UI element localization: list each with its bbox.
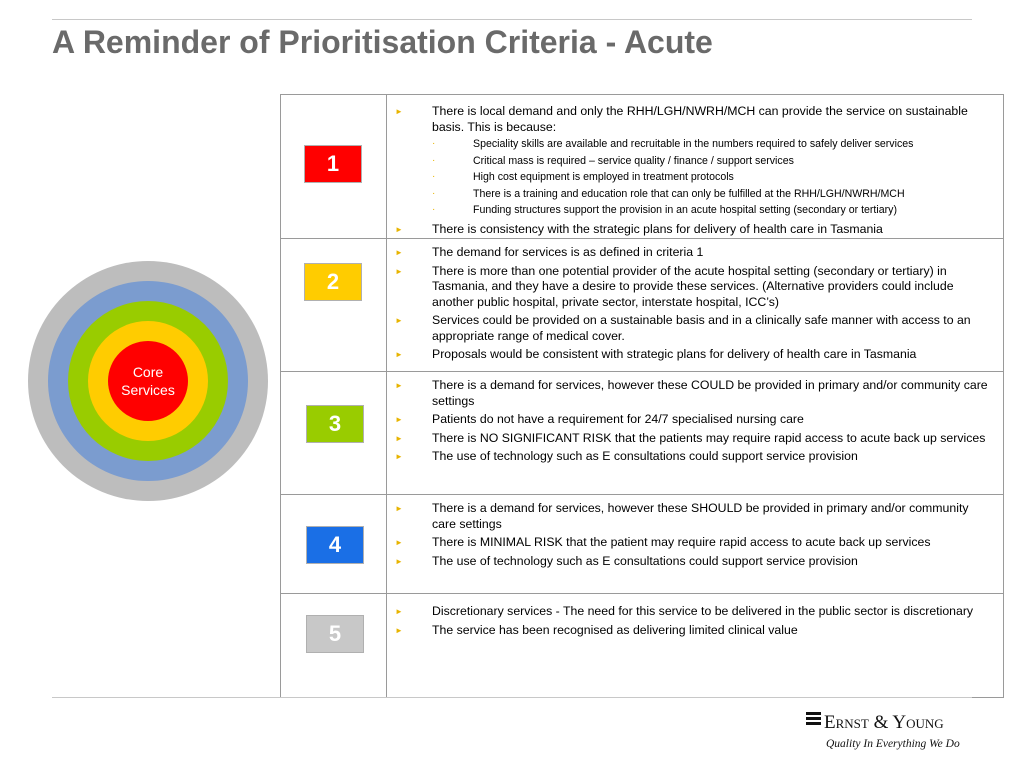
criteria-number-cell (281, 495, 387, 593)
criteria-point-text: There is a demand for services, however these COULD be provided in primary and/or community care settings (432, 378, 988, 408)
bottom-divider (52, 697, 972, 698)
slide-title: A Reminder of Prioritisation Criteria - Acute (52, 24, 713, 60)
bullet-arrow-icon: ► (395, 381, 403, 390)
criteria-number-cell (281, 239, 387, 371)
criteria-row-1 (281, 95, 1003, 239)
criteria-point (387, 245, 1003, 261)
ring-1-core (108, 341, 188, 421)
criteria-point (387, 378, 1003, 409)
core-services-label (113, 363, 183, 399)
criteria-text-cell (387, 372, 1003, 494)
bullet-dot-icon: · (432, 138, 436, 149)
criteria-number-cell (281, 594, 387, 698)
criteria-point-text: Discretionary services - The need for this service to be delivered in the public sector is discretionary (432, 604, 974, 618)
criteria-text-cell (387, 95, 1003, 238)
sub-point-text: Speciality skills are available and recruitable in the numbers required to safely deliver services (473, 138, 914, 150)
criteria-point (387, 412, 1003, 428)
ernst-young-logo (806, 712, 976, 756)
core-label-line-1: Core (132, 364, 164, 380)
bullet-arrow-icon: ► (395, 415, 403, 424)
bullet-arrow-icon: ► (395, 350, 403, 359)
criteria-point (387, 431, 1003, 447)
sub-point (432, 153, 995, 170)
bullet-arrow-icon: ► (395, 452, 403, 461)
criteria-point-text: Patients do not have a requirement for 24/7 specialised nursing care (432, 412, 804, 426)
criteria-point-text: Services could be provided on a sustainable basis and in a clinically safe manner with access to an appropriate range of medical cover. (432, 313, 971, 343)
sub-point (432, 202, 995, 219)
criteria-point-text: There is MINIMAL RISK that the patient may require rapid access to acute back up services (432, 535, 931, 549)
criteria-point (387, 604, 1003, 620)
criteria-point-text: Proposals would be consistent with strategic plans for delivery of health care in Tasmania (432, 347, 917, 361)
priority-rings-diagram (28, 261, 268, 501)
criteria-point (387, 347, 1003, 363)
bullet-arrow-icon: ► (395, 538, 403, 547)
sub-point (432, 186, 995, 203)
criteria-point (387, 501, 1003, 532)
sub-point-text: Funding structures support the provision in an acute hospital setting (secondary or tertiary) (473, 204, 897, 217)
sub-point-text: High cost equipment is employed in treatment protocols (473, 171, 734, 184)
logo-tagline: Quality In Everything We Do (826, 738, 960, 750)
criteria-point (387, 264, 1003, 311)
bullet-arrow-icon: ► (395, 248, 403, 257)
criteria-point-text: There is consistency with the strategic plans for delivery of health care in Tasmania (432, 221, 883, 236)
criteria-badge-1: 1 (305, 146, 361, 182)
bullet-dot-icon: · (432, 187, 436, 199)
bullet-arrow-icon: ► (395, 266, 403, 276)
criteria-number-cell (281, 95, 387, 238)
criteria-point-text: There is more than one potential provider of the acute hospital setting (secondary or tertiary) in Tasmania, and they have a desire to provide these services. (Alternative providers could include another public hospital, private sector, interstate hospital, ICC’s) (432, 263, 954, 309)
criteria-badge-5: 5 (307, 616, 363, 652)
criteria-row-3 (281, 372, 1003, 495)
criteria-table (280, 94, 1004, 698)
bullet-dot-icon: · (432, 171, 436, 183)
bullet-arrow-icon: ► (395, 316, 403, 325)
sub-point-text: There is a training and education role that can only be fulfilled at the RHH/LGH/NWRH/MCH (473, 187, 905, 200)
criteria-point (387, 104, 1003, 219)
logo-bars-icon (806, 712, 821, 727)
bullet-arrow-icon: ► (395, 556, 403, 566)
criteria-point-text: There is a demand for services, however these SHOULD be provided in primary and/or community care settings (432, 501, 969, 531)
criteria-point-text: The use of technology such as E consultations could support service provision (432, 449, 858, 463)
sub-point-text: Critical mass is required – service quality / finance / support services (473, 154, 794, 167)
criteria-badge-4: 4 (307, 527, 363, 563)
criteria-text-cell (387, 495, 1003, 593)
bullet-arrow-icon: ► (395, 107, 403, 116)
bullet-arrow-icon: ► (395, 607, 403, 616)
logo-name-text: Ernst & Young (824, 712, 944, 733)
criteria-point (387, 623, 1003, 639)
criteria-point-text: The service has been recognised as delivering limited clinical value (432, 622, 798, 637)
criteria-point-text: The demand for services is as defined in criteria 1 (432, 245, 704, 259)
criteria-point-text: The use of technology such as E consultations could support service provision (432, 553, 858, 568)
criteria-point (387, 449, 1003, 465)
bullet-arrow-icon: ► (395, 224, 403, 234)
criteria-number-cell (281, 372, 387, 494)
bullet-arrow-icon: ► (395, 504, 403, 513)
criteria-row-4 (281, 495, 1003, 594)
core-label-line-2: Services (121, 382, 175, 398)
bullet-dot-icon: · (432, 204, 436, 216)
criteria-badge-3: 3 (307, 406, 363, 442)
criteria-point (387, 222, 1003, 238)
criteria-point-text: There is local demand and only the RHH/LGH/NWRH/MCH can provide the service on sustainable basis. This is because: (432, 104, 968, 134)
sub-point (432, 169, 995, 186)
sub-point-list (432, 136, 995, 219)
sub-point (432, 136, 995, 153)
criteria-point (387, 313, 1003, 344)
logo-wordmark (806, 712, 944, 734)
criteria-text-cell (387, 239, 1003, 371)
bullet-arrow-icon: ► (395, 625, 403, 635)
criteria-point (387, 554, 1003, 570)
criteria-point-text: There is NO SIGNIFICANT RISK that the patients may require rapid access to acute back up services (432, 430, 986, 445)
criteria-row-5 (281, 594, 1003, 698)
top-divider (52, 19, 972, 20)
bullet-arrow-icon: ► (395, 433, 403, 443)
bullet-dot-icon: · (432, 154, 436, 166)
criteria-row-2 (281, 239, 1003, 372)
criteria-text-cell (387, 594, 1003, 698)
criteria-point (387, 535, 1003, 551)
criteria-badge-2: 2 (305, 264, 361, 300)
